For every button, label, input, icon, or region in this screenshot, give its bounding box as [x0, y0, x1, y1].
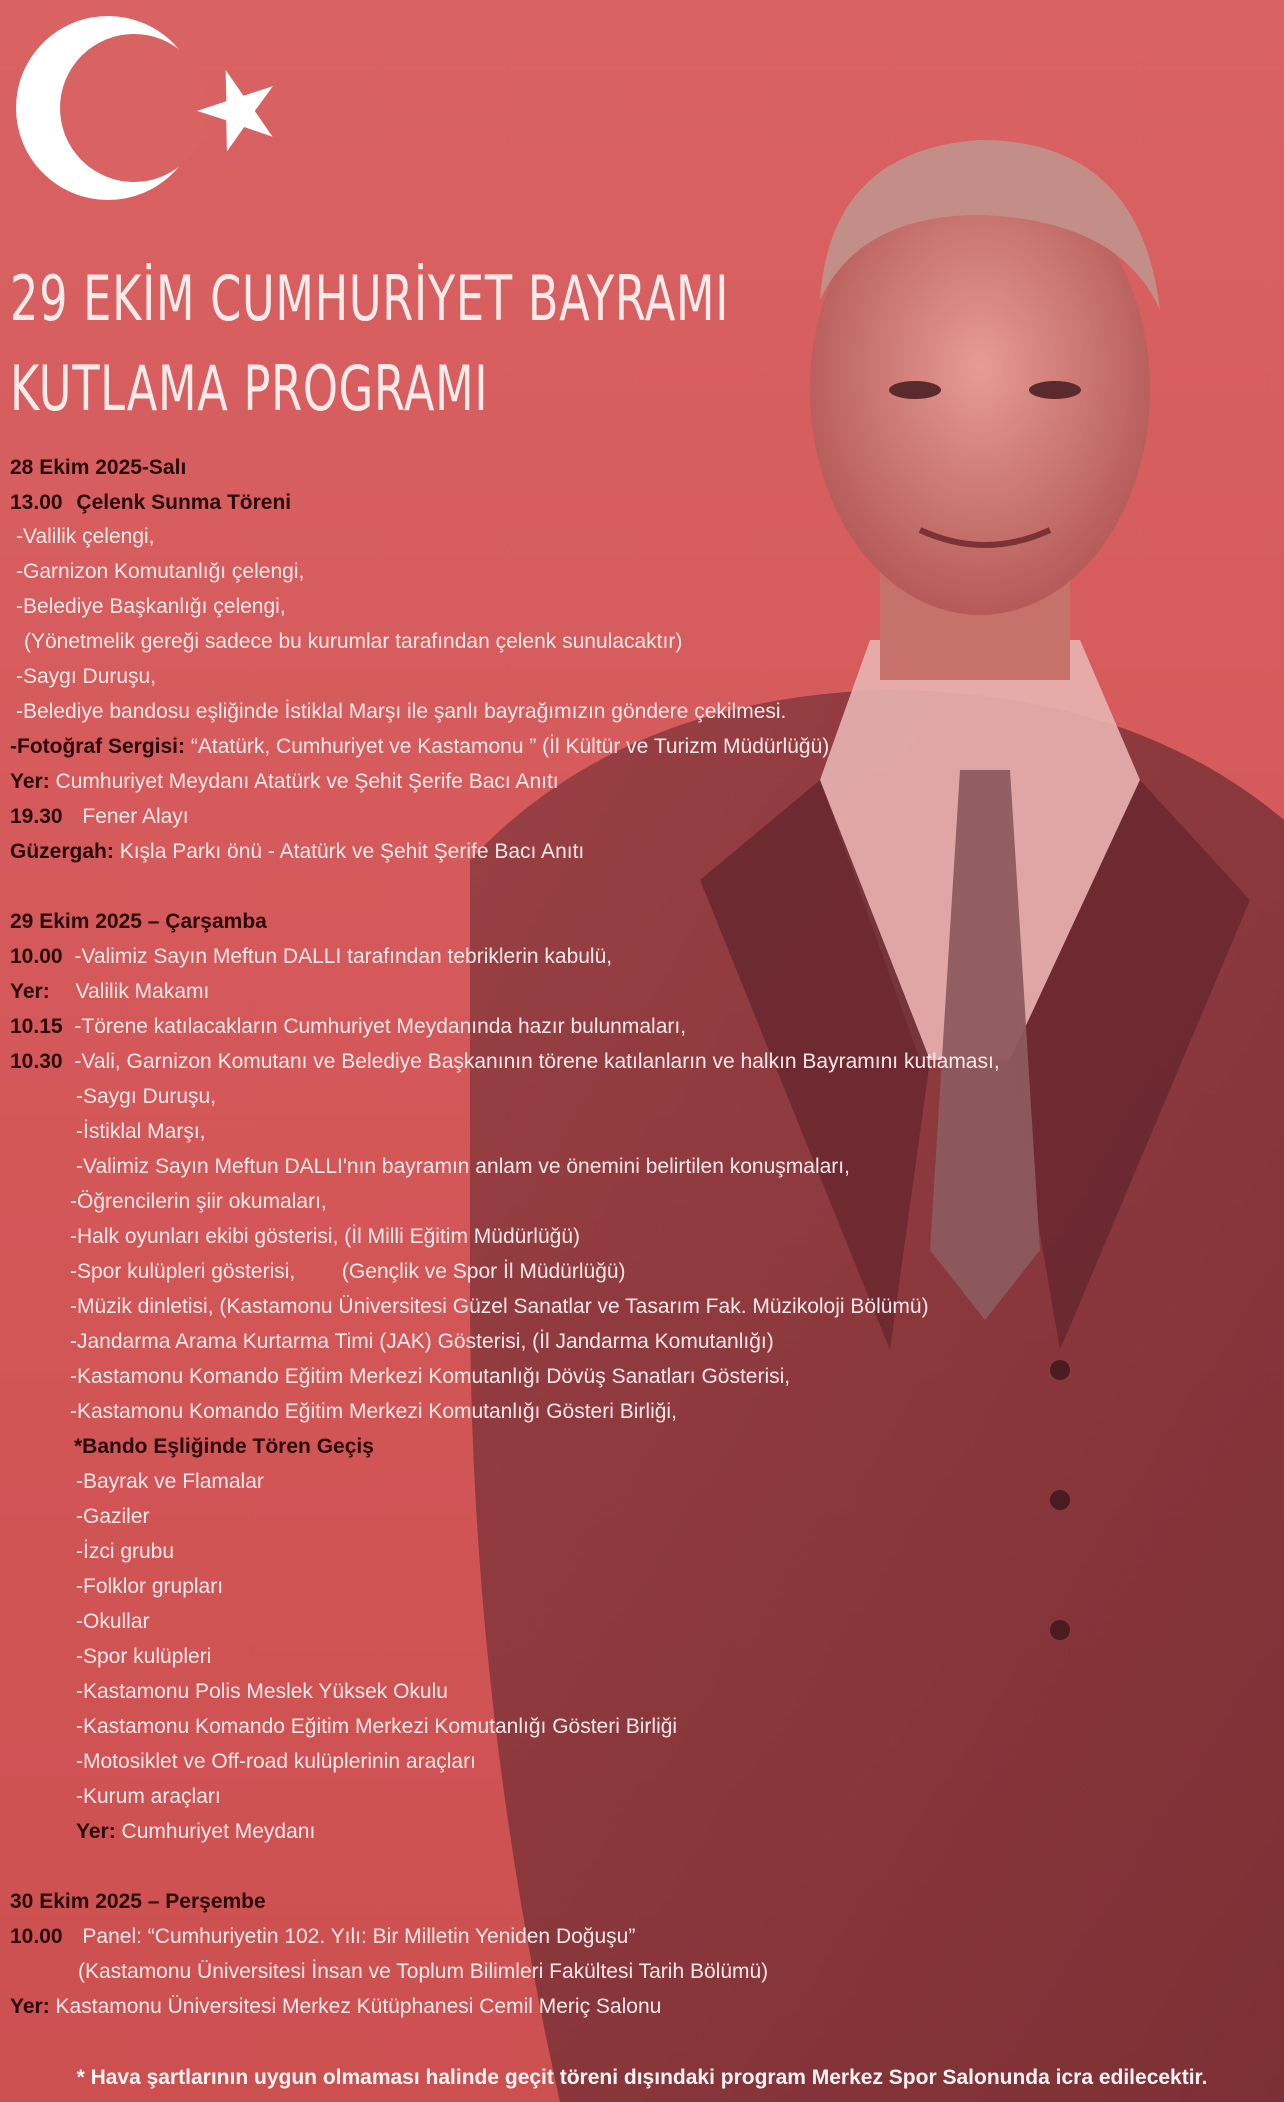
day1-event-1: Çelenk Sunma Töreni — [76, 491, 292, 514]
day2-event-2: -Törene katılacakların Cumhuriyet Meydanında hazır bulunmaları, — [74, 1015, 687, 1038]
day3-event-1: Panel: “Cumhuriyetin 102. Yılı: Bir Milletin Yeniden Doğuşu” — [82, 1925, 636, 1948]
place-text: Cumhuriyet Meydanı Atatürk ve Şehit Şerife Bacı Anıtı — [55, 770, 559, 793]
route-label: Güzergah: — [10, 840, 114, 863]
place-label: Yer: — [10, 1995, 50, 2018]
crescent-star-icon — [10, 8, 290, 208]
day2-time-1: 10.00 — [10, 945, 63, 968]
list-item: -Folklor grupları — [76, 1575, 224, 1598]
place-text: Kastamonu Üniversitesi Merkez Kütüphanesi Cemil Meriç Salonu — [55, 1995, 662, 2018]
day1-schedule-row-2 — [10, 804, 189, 830]
route-text: Kışla Parkı önü - Atatürk ve Şehit Şerife Bacı Anıtı — [119, 840, 585, 863]
list-item: -Motosiklet ve Off-road kulüplerinin araçları — [76, 1750, 476, 1773]
day3-schedule-row-1 — [10, 1924, 635, 1950]
page-title-line-1: 29 EKİM CUMHURİYET BAYRAMI — [10, 262, 730, 335]
day2-event-3: -Vali, Garnizon Komutanı ve Belediye Başkanının törene katılanların ve halkın Bayramını kutlaması, — [74, 1050, 1000, 1073]
day2-time-3: 10.30 — [10, 1050, 63, 1073]
day1-time-1: 13.00 — [10, 491, 63, 514]
parade-title: *Bando Eşliğinde Tören Geçiş — [74, 1435, 374, 1458]
day2-event-1: -Valimiz Sayın Meftun DALLI tarafından tebriklerin kabulü, — [74, 945, 613, 968]
list-item: (Yönetmelik gereği sadece bu kurumlar tarafından çelenk sunulacaktır) — [24, 630, 683, 653]
place-label: Yer: — [76, 1820, 116, 1843]
list-item: -Spor kulüpleri gösterisi, (Gençlik ve Spor İl Müdürlüğü) — [70, 1260, 626, 1283]
day2-schedule-row-3 — [10, 1049, 1000, 1075]
day1-place — [10, 769, 559, 795]
day2-time-2: 10.15 — [10, 1015, 63, 1038]
list-item: -Garnizon Komutanlığı çelengi, — [16, 560, 305, 583]
day2-place-1 — [10, 979, 209, 1005]
exhibition-text: “Atatürk, Cumhuriyet ve Kastamonu ” (İl Kültür ve Turizm Müdürlüğü) — [190, 735, 830, 758]
list-item: -Belediye Başkanlığı çelengi, — [16, 595, 286, 618]
day3-date: 30 Ekim 2025 – Perşembe — [10, 1890, 266, 1913]
day1-schedule-row-1 — [10, 490, 291, 516]
day2-place-2 — [76, 1819, 315, 1845]
place-label: Yer: — [10, 980, 50, 1003]
day1-route — [10, 839, 584, 865]
day1-time-2: 19.30 — [10, 805, 63, 828]
day3-place — [10, 1994, 661, 2020]
list-item: -İzci grubu — [76, 1540, 175, 1563]
list-item: -Spor kulüpleri — [76, 1645, 212, 1668]
list-item: -Öğrencilerin şiir okumaları, — [70, 1190, 327, 1213]
place-text: Cumhuriyet Meydanı — [121, 1820, 316, 1843]
day1-event-2: Fener Alayı — [82, 805, 189, 828]
day2-date: 29 Ekim 2025 – Çarşamba — [10, 910, 267, 933]
day2-schedule-row-1 — [10, 944, 612, 970]
list-item: -Kastamonu Komando Eğitim Merkezi Komutanlığı Gösteri Birliği — [76, 1715, 678, 1738]
list-item: -Gaziler — [76, 1505, 150, 1528]
list-item: -Halk oyunları ekibi gösterisi, (İl Milli Eğitim Müdürlüğü) — [70, 1225, 580, 1248]
list-item: -Okullar — [76, 1610, 150, 1633]
list-item: -Kastamonu Komando Eğitim Merkezi Komutanlığı Gösteri Birliği, — [70, 1400, 677, 1423]
list-item: -Kurum araçları — [76, 1785, 221, 1808]
list-item: -Kastamonu Polis Meslek Yüksek Okulu — [76, 1680, 448, 1703]
day2-schedule-row-2 — [10, 1014, 686, 1040]
place-text: Valilik Makamı — [75, 980, 210, 1003]
list-item: -Bayrak ve Flamalar — [76, 1470, 264, 1493]
list-item: -Saygı Duruşu, — [76, 1085, 217, 1108]
place-label: Yer: — [10, 770, 50, 793]
list-item: -Kastamonu Komando Eğitim Merkezi Komutanlığı Dövüş Sanatları Gösterisi, — [70, 1365, 791, 1388]
day3-event-1-sub: (Kastamonu Üniversitesi İnsan ve Toplum Bilimleri Fakültesi Tarih Bölümü) — [78, 1960, 769, 1983]
exhibition-label: -Fotoğraf Sergisi: — [10, 735, 186, 758]
list-item: -İstiklal Marşı, — [76, 1120, 206, 1143]
list-item: -Jandarma Arama Kurtarma Timi (JAK) Gösterisi, (İl Jandarma Komutanlığı) — [70, 1330, 774, 1353]
day3-time-1: 10.00 — [10, 1925, 63, 1948]
page-title-line-2: KUTLAMA PROGRAMI — [10, 352, 489, 425]
list-item: -Valilik çelengi, — [16, 525, 155, 548]
list-item: -Valimiz Sayın Meftun DALLI'nın bayramın anlam ve önemini belirtilen konuşmaları, — [76, 1155, 850, 1178]
day1-date: 28 Ekim 2025-Salı — [10, 456, 187, 479]
list-item: -Müzik dinletisi, (Kastamonu Üniversitesi Güzel Sanatlar ve Tasarım Fak. Müzikoloji Bölümü) — [70, 1295, 929, 1318]
footnote: * Hava şartlarının uygun olmaması halinde geçit töreni dışındaki program Merkez Spor Salonunda icra edilecektir. — [76, 2066, 1208, 2089]
list-item: -Saygı Duruşu, — [16, 665, 157, 688]
list-item: -Belediye bandosu eşliğinde İstiklal Marşı ile şanlı bayrağımızın göndere çekilmesi. — [16, 700, 787, 723]
day1-exhibition — [10, 734, 829, 760]
